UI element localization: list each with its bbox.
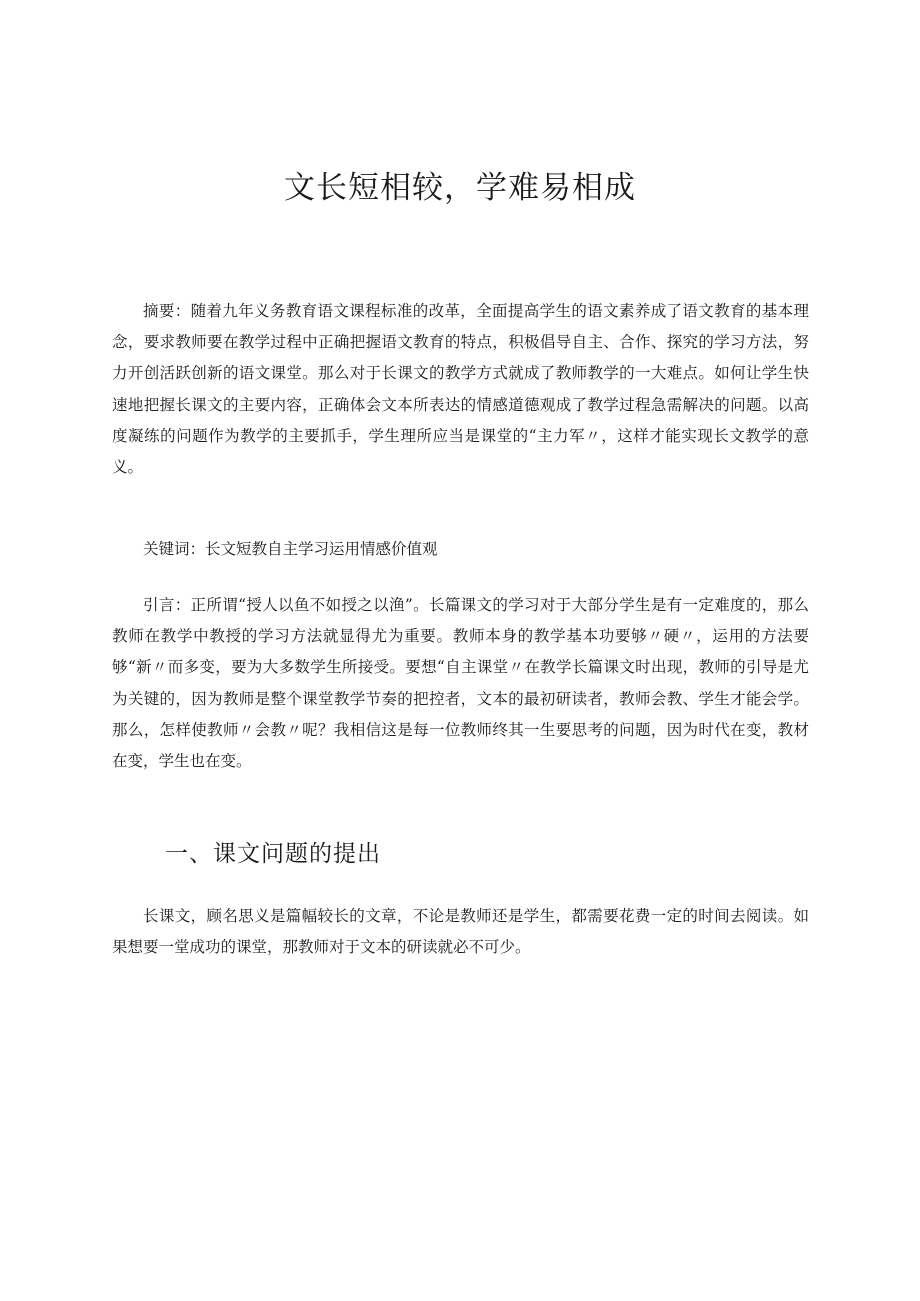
- keywords-paragraph: 关键词：长文短教自主学习运用情感价值观: [143, 540, 438, 558]
- abstract-paragraph: 摘要：随着九年义务教育语文课程标准的改革，全面提高学生的语文素养成了语文教育的基本理念，要求教师要在教学过程中正确把握语文教育的特点，积极倡导自主、合作、探究的学习方法，努力开创活跃创新的语文课堂。那么对于长课文的教学方式就成了教师教学的一大难点。如何让学生快速地把握长课文的主要内容，正确体会文本所表达的情感道德观成了教学过程急需解决的问题。以高度凝练的问题作为教学的主要抓手，学生理所应当是课堂的“主力军〃，这样才能实现长文教学的意义。: [112, 302, 809, 477]
- section-1-paragraph: 长课文，顾名思义是篇幅较长的文章，不论是教师还是学生，都需要花费一定的时间去阅读。如果想要一堂成功的课堂，那教师对于文本的研读就必不可少。: [112, 907, 809, 957]
- section-heading-1: 一、课文问题的提出: [165, 841, 381, 867]
- document-title: 文长短相较，学难易相成: [284, 170, 636, 206]
- introduction-paragraph: 引言：正所谓“授人以鱼不如授之以渔”。长篇课文的学习对于大部分学生是有一定难度的，那么教师在教学中教授的学习方法就显得尤为重要。教师本身的教学基本功要够〃硬〃，运用的方法要够“新〃而多变，要为大多数学生所接受。要想“自主课堂〃在教学长篇课文时出现，教师的引导是尤为关键的，因为教师是整个课堂教学节奏的把控者，文本的最初研读者，教师会教、学生才能会学。那么，怎样使教师〃会教〃呢？我相信这是每一位教师终其一生要思考的问题，因为时代在变，教材在变，学生也在变。: [112, 596, 809, 771]
